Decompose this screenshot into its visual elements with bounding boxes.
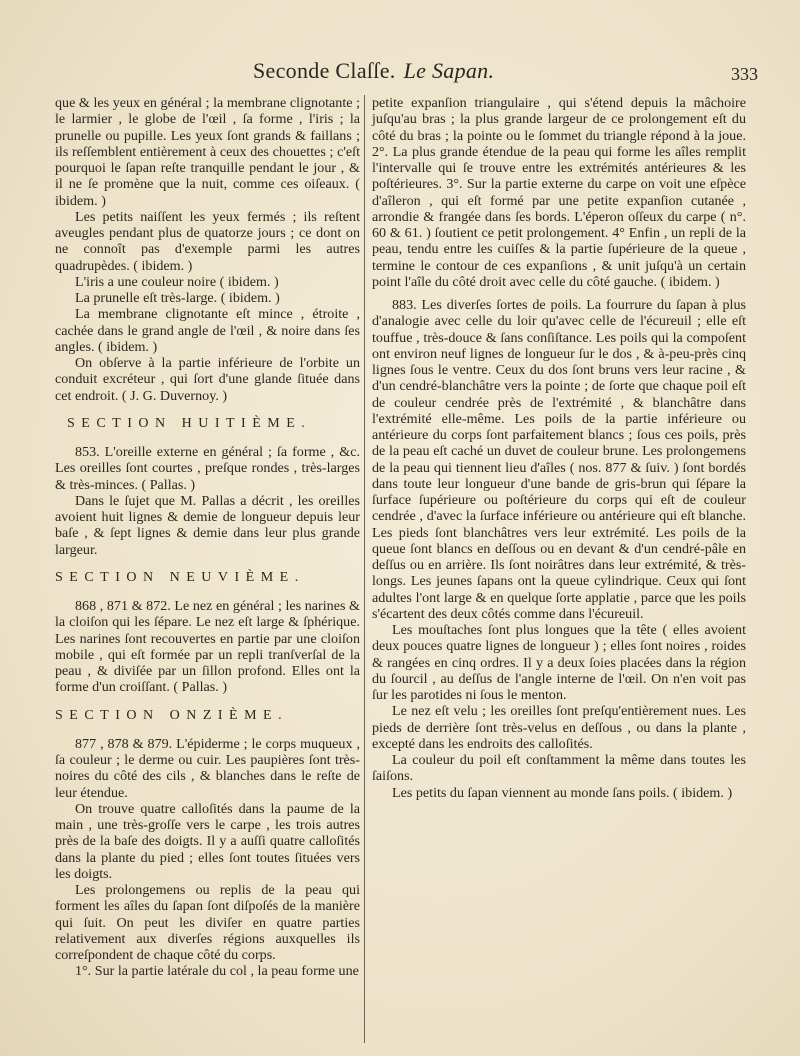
paragraph: petite expanſion triangulaire , qui s'étend depuis la mâchoire juſqu'au bras ; la plus grande largeur de ce prolongement eſt du côté du bras ; la pointe ou le ſommet du triangle répond à la joue. 2°. La plus grande étendue de la peau qui forme les aîles remplit l'intervalle qui ſe trouve entre les extrémités antérieures & les poſtérieures. 3°. Sur la partie externe du carpe on voit une eſpèce d'aîleron , qui eſt formé par une petite expanſion cutanée , arrondie & frangée dans ſes bords. L'éperon oſſeux du carpe ( n°. 60 & 61. ) ſoutient ce petit prolongement. 4° Enfin , un repli de la peau, tendu entre les cuiſſes & la partie ſupérieure de la queue , termine le contour de ces expanſions , & unit juſqu'à un certain point l'aîle du côté droit avec celle du côté gauche. ( ibidem. ): [372, 95, 746, 290]
section-heading: SECTION NEUVIÈME.: [55, 569, 305, 585]
paragraph: Les petits du ſapan viennent au monde ſans poils. ( ibidem. ): [392, 784, 733, 801]
paragraph: On trouve quatre calloſités dans la paume de la main , une très-groſſe vers le carpe , les trois autres près de la baſe des doigts. Il y a auſſi quatre calloſités dans la plante du pied ; elles ſont toutes ſituées vers les doigts.: [55, 800, 360, 882]
paragraph: 877 , 878 & 879. L'épiderme ; le corps muqueux , ſa couleur ; le derme ou cuir. Les paupières ſont très-noires du côté des cils , & blanches dans le reſte de leur étendue.: [55, 735, 360, 801]
paragraph: La couleur du poil eſt conſtamment la même dans toutes les ſaiſons.: [372, 752, 746, 785]
paragraph: Les mouſtaches ſont plus longues que la tête ( elles avoient deux pouces quatre lignes de longueur ) ; elles ſont noires , roides & rangées en cinq ordres. Il y a deux ſoies placées dans la région du ſourcil , au deſſus de l'angle interne de l'œil. On n'en voit pas ſur les parotides ni ſous le menton.: [372, 622, 746, 703]
paragraph: 853. L'oreille externe en général ; ſa forme , &c. Les oreilles ſont courtes , preſque rondes , très-larges & très-minces. ( Pallas. ): [55, 444, 360, 493]
running-title-class: Seconde Claſſe.: [253, 58, 396, 83]
right-column: [372, 95, 746, 801]
paragraph: La prunelle eſt très-large. ( ibidem. ): [75, 290, 280, 306]
paragraph: Dans le ſujet que M. Pallas a décrit , les oreilles avoient huit lignes & demie de longueur depuis leur baſe , & ſept lignes & demie dans leur plus grande largeur.: [55, 492, 360, 558]
paragraph: 868 , 871 & 872. Le nez en général ; les narines & la cloiſon qui les ſépare. Le nez eſt large & ſphérique. Les narines ſont recouvertes en partie par une cloiſon mobile , qui eſt formée par un repli tranſverſal de la peau , & diviſée par un ſillon profond. Elles ont la forme d'un croiſſant. ( Pallas. ): [55, 598, 360, 696]
section-heading: SECTION HUITIÈME.: [67, 415, 312, 431]
paragraph: On obſerve à la partie inférieure de l'orbite un conduit excréteur , qui ſort d'une glande ſituée dans cet endroit. ( J. G. Duvernoy. ): [55, 355, 360, 404]
paragraph: 1°. Sur la partie latérale du col , la peau forme une: [75, 963, 359, 980]
page-number: 333: [731, 64, 758, 84]
running-header: [0, 58, 800, 88]
paragraph: que & les yeux en général ; la membrane clignotante ; le larmier , le globe de l'œil , ſa forme , l'iris ; la prunelle ou pupille. Les yeux ſont grands & faillans ; ils reſſemblent entièrement à ceux des chouettes ; c'eſt pourquoi le ſapan reſte tranquille pendant le jour , & il ne ſe promène que la nuit, comme ces oiſeaux. ( ibidem. ): [55, 95, 360, 209]
paragraph: Le nez eſt velu ; les oreilles ſont preſqu'entièrement nues. Les pieds de derrière ſont très-velus en deſſous , ou dans la plante , excepté dans les endroits des calloſités.: [372, 703, 746, 752]
paragraph: 883. Les diverſes ſortes de poils. La fourrure du ſapan à plus d'analogie avec celle du loir qu'avec celle de l'écureuil ; elle eſt touffue , très-douce & ſans conſiſtance. Les poils qui la compoſent ont environ neuf lignes de longueur ſur le dos , & à-peu-près cinq lignes ſous le ventre. Ceux du dos ſont bruns vers leur racine , & d'un cendré-blanchâtre vers la pointe ; de ſorte que chaque poil eſt de couleur cendrée près de l'extrémité , & blanchâtre dans l'extrémité elle-même. Les poils de la partie inférieure ou antérieure du corps ſont parfaitement blancs ; ſous ces poils, près de la peau eſt caché un duvet de couleur brune. Les prolongemens de la peau qui tiennent lieu d'aîles ( nos. 877 & ſuiv. ) ſont bordés dans toute leur longueur d'une bande de gris-brun qui ſépare la ſurface ſupérieure ou poſtérieure du corps qui eſt de couleur cendrée , d'avec la ſurface inférieure ou antérieure qui eſt blanche. Les pieds ſont blanchâtres vers leur extrémité. Les poils de la queue ſont blancs en deſſous ou en devant & d'un cendré-pâle en deſſus ou en arrière. Ils ſont noirâtres dans leur extrémité, & très-longs. Les jeunes ſapans ont la queue cylindrique. Ceux qui ſont adultes l'ont large & en quelque ſorte applatie , parce que les poils s'écartent des deux côtés comme dans l'écureuil.: [372, 297, 746, 622]
paragraph-gap: [372, 290, 746, 297]
running-title: [253, 58, 494, 84]
column-divider: [364, 95, 365, 1043]
paragraph: L'iris a une couleur noire ( ibidem. ): [75, 273, 279, 290]
left-column: [55, 95, 360, 980]
section-heading: SECTION ONZIÈME.: [55, 707, 289, 723]
paragraph: Les petits naiſſent les yeux fermés ; ils reſtent aveugles pendant plus de quatorze jours ; ce dont on ne connoît pas d'exemple parmi les autres quadrupèdes. ( ibidem. ): [55, 208, 360, 274]
running-title-animal: Le Sapan.: [403, 58, 495, 83]
paragraph: Les prolongemens ou replis de la peau qui forment les aîles du ſapan ſont diſpoſés de la manière qui ſuit. On peut les diviſer en quatre parties relativement aux diverſes régions auxquelles ils correſpondent de chaque côté du corps.: [55, 882, 360, 963]
paragraph: La membrane clignotante eſt mince , étroite , cachée dans le grand angle de l'œil , & noire dans ſes angles. ( ibidem. ): [55, 306, 360, 355]
